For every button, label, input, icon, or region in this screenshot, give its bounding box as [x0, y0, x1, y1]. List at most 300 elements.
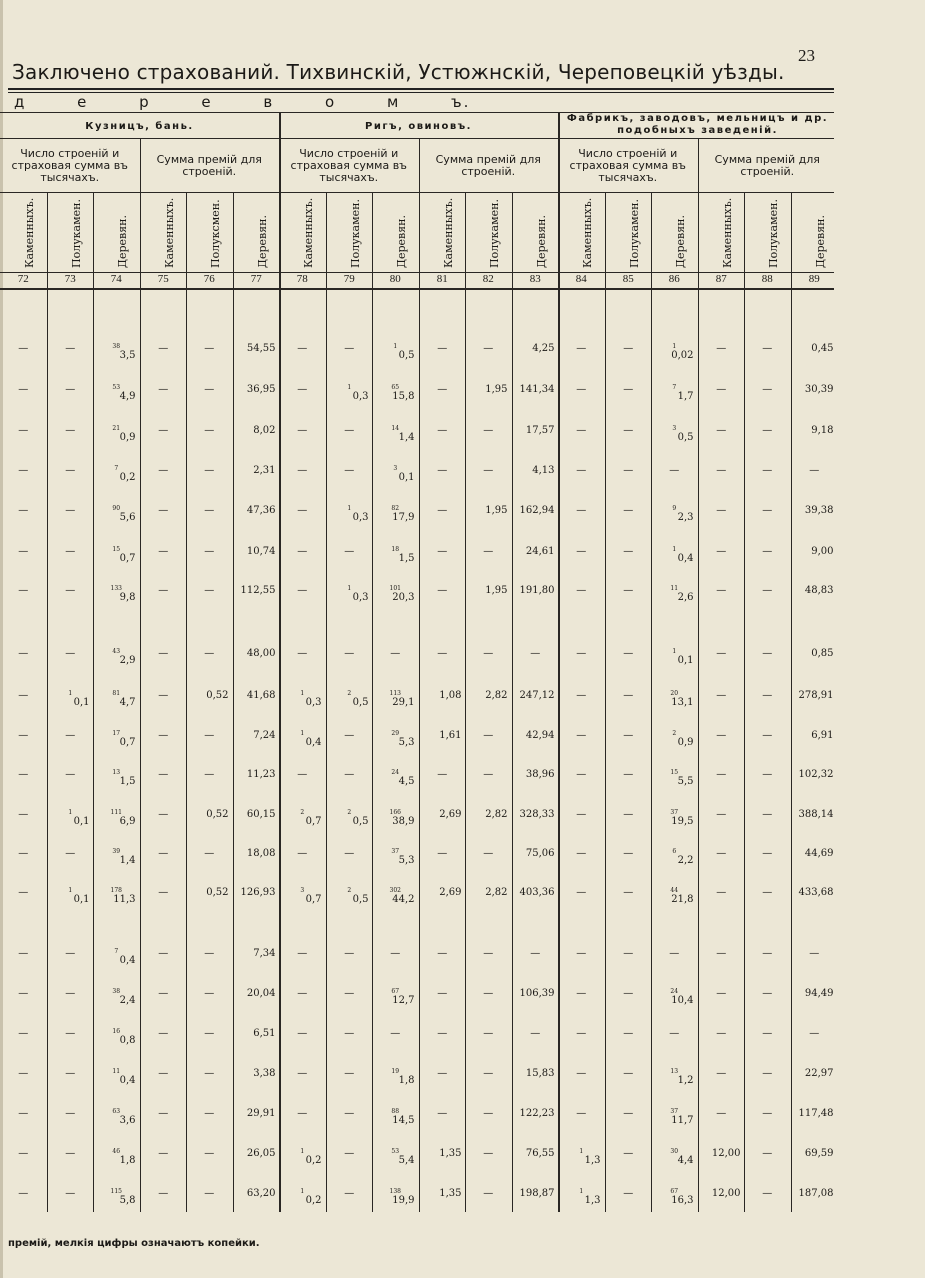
table-cell	[512, 769, 559, 781]
table-subtitle: д е р е в о м ъ.	[14, 93, 471, 111]
cell-value: —	[344, 1148, 355, 1159]
table-cell	[419, 465, 466, 477]
cell-value: —	[18, 648, 29, 659]
cell-value: —	[530, 648, 541, 659]
table-cell	[512, 648, 559, 660]
cell-value: —	[623, 505, 634, 516]
table-cell	[233, 343, 280, 355]
table-cell	[372, 887, 419, 906]
table-cell	[279, 546, 326, 558]
cell-value: 1,08	[439, 690, 462, 701]
subgroup-header-count: Число строеній и страховая сумма въ тысячахъ.	[290, 147, 407, 184]
cell-value: —	[623, 948, 634, 959]
table-cell	[279, 1188, 326, 1207]
cell-value: —	[204, 425, 215, 436]
table-cell	[0, 465, 47, 477]
table-cell	[558, 1028, 605, 1040]
column-header-label: Полукамен.	[767, 198, 781, 268]
cell-count: 1	[68, 809, 73, 816]
table-cell	[186, 848, 233, 860]
table-cell	[0, 1068, 47, 1080]
cell-value: 4,7	[119, 697, 136, 708]
subgroup-header-count: Число строеній и страховая сумма въ тысячахъ.	[11, 147, 128, 184]
cell-value: —	[483, 848, 494, 859]
table-cell	[698, 730, 745, 742]
cell-value: —	[576, 343, 587, 354]
table-cell	[233, 988, 280, 1000]
table-cell	[744, 1148, 791, 1160]
table-cell	[326, 425, 373, 437]
table-cell	[233, 1108, 280, 1120]
cell-value: 278,91	[798, 690, 834, 701]
table-cell	[326, 887, 373, 906]
table-cell	[465, 648, 512, 660]
cell-value: 19,9	[392, 1195, 415, 1206]
column-header-label: Деревян.	[256, 215, 270, 268]
cell-value: 0,02	[671, 350, 694, 361]
table-cell	[605, 1148, 652, 1160]
column-header	[279, 192, 326, 272]
table-cell	[791, 585, 838, 597]
table-cell	[512, 505, 559, 517]
table-cell	[233, 730, 280, 742]
cell-value: —	[65, 465, 76, 476]
cell-value: 0,5	[352, 816, 369, 827]
table-cell	[233, 848, 280, 860]
cell-value: 24,61	[525, 546, 555, 557]
cell-value: —	[437, 769, 448, 780]
cell-value: —	[158, 1108, 169, 1119]
cell-value: 38,96	[525, 769, 555, 780]
table-cell	[651, 769, 698, 788]
cell-value: 141,34	[519, 384, 555, 395]
cell-value: 2,6	[677, 592, 694, 603]
table-cell	[233, 809, 280, 821]
cell-value: 0,7	[119, 553, 136, 564]
cell-value: —	[716, 730, 727, 741]
table-cell	[605, 1068, 652, 1080]
cell-value: —	[762, 505, 773, 516]
cell-value: —	[158, 505, 169, 516]
cell-value: 18,08	[246, 848, 276, 859]
column-header	[326, 192, 373, 272]
column-header	[47, 192, 94, 272]
cell-value: 39,38	[804, 505, 834, 516]
cell-count: 3	[393, 465, 398, 472]
cell-value: 14,5	[392, 1115, 415, 1126]
cell-count: 166	[389, 809, 401, 816]
table-cell	[140, 1108, 187, 1120]
table-cell	[651, 384, 698, 403]
column-number: 72	[17, 273, 29, 285]
table-cell	[605, 546, 652, 558]
cell-value: 6,91	[811, 730, 834, 741]
cell-value: 0,52	[206, 809, 229, 820]
table-cell	[744, 1188, 791, 1200]
cell-value: —	[18, 948, 29, 959]
cell-count: 43	[112, 648, 121, 655]
table-cell	[698, 648, 745, 660]
table-cell	[512, 1068, 559, 1080]
table-cell	[47, 1108, 94, 1120]
table-cell	[93, 1028, 140, 1047]
column-number: 85	[622, 273, 634, 285]
table-cell	[465, 948, 512, 960]
table-cell	[186, 425, 233, 437]
table-cell	[47, 1148, 94, 1160]
cell-value: 10,74	[246, 546, 276, 557]
table-cell	[791, 1068, 838, 1080]
cell-value: 0,4	[119, 1075, 136, 1086]
table-cell	[419, 690, 466, 702]
cell-value: —	[344, 425, 355, 436]
cell-value: —	[762, 1188, 773, 1199]
table-cell	[605, 465, 652, 477]
column-number: 89	[808, 273, 820, 285]
table-cell	[465, 343, 512, 355]
cell-value: 7,24	[253, 730, 276, 741]
table-cell	[512, 1148, 559, 1160]
cell-value: —	[669, 948, 680, 959]
table-cell	[140, 769, 187, 781]
cell-value: 1,5	[398, 553, 415, 564]
cell-count: 38	[112, 343, 121, 350]
table-cell	[233, 769, 280, 781]
table-cell	[326, 546, 373, 558]
table-cell	[93, 730, 140, 749]
column-number: 81	[436, 273, 448, 285]
table-cell	[186, 384, 233, 396]
table-cell	[605, 809, 652, 821]
column-rule	[140, 138, 141, 1212]
cell-value: —	[344, 769, 355, 780]
cell-count: 1	[393, 343, 398, 350]
cell-value: 12,7	[392, 995, 415, 1006]
table-cell	[326, 648, 373, 660]
table-cell	[465, 1028, 512, 1040]
table-cell	[651, 1068, 698, 1087]
cell-value: 8,02	[253, 425, 276, 436]
cell-value: —	[716, 769, 727, 780]
table-cell	[186, 769, 233, 781]
cell-value: —	[809, 1028, 820, 1039]
table-cell	[279, 648, 326, 660]
table-cell	[651, 1148, 698, 1167]
cell-count: 21	[112, 425, 121, 432]
table-cell	[419, 343, 466, 355]
cell-value: 1,4	[119, 855, 136, 866]
table-cell	[605, 690, 652, 702]
cell-value: —	[204, 1028, 215, 1039]
cell-value: —	[18, 848, 29, 859]
table-cell	[0, 848, 47, 860]
column-header	[791, 192, 838, 272]
cell-value: 12,00	[711, 1148, 741, 1159]
column-header-label: Деревян.	[535, 215, 549, 268]
cell-value: —	[65, 1108, 76, 1119]
table-cell	[93, 1068, 140, 1087]
table-cell	[791, 1188, 838, 1200]
table-cell	[372, 730, 419, 749]
table-cell	[279, 384, 326, 396]
cell-value: —	[437, 465, 448, 476]
table-cell	[791, 384, 838, 396]
cell-count: 11	[670, 585, 679, 592]
cell-value: —	[65, 848, 76, 859]
table-cell	[651, 648, 698, 667]
table-cell	[512, 465, 559, 477]
table-cell	[791, 948, 838, 960]
table-cell	[140, 1068, 187, 1080]
cell-value: —	[437, 425, 448, 436]
column-rule	[419, 138, 420, 1212]
table-cell	[419, 648, 466, 660]
cell-value: 42,94	[525, 730, 555, 741]
table-cell	[744, 585, 791, 597]
table-cell	[512, 1028, 559, 1040]
table-cell	[744, 948, 791, 960]
table-cell	[326, 730, 373, 742]
table-cell	[605, 769, 652, 781]
column-header-label: Каменныхъ.	[581, 197, 595, 268]
table-cell	[233, 887, 280, 899]
cell-value: —	[204, 343, 215, 354]
table-cell	[791, 425, 838, 437]
cell-value: —	[18, 343, 29, 354]
table-cell	[698, 343, 745, 355]
table-cell	[605, 887, 652, 899]
cell-count: 30	[670, 1148, 679, 1155]
cell-count: 38	[112, 988, 121, 995]
cell-value: —	[623, 648, 634, 659]
table-cell	[186, 648, 233, 660]
table-cell	[419, 425, 466, 437]
cell-count: 3	[672, 425, 677, 432]
cell-value: —	[483, 1188, 494, 1199]
table-cell	[605, 384, 652, 396]
table-cell	[605, 848, 652, 860]
cell-value: —	[576, 384, 587, 395]
cell-value: —	[344, 343, 355, 354]
table-cell	[698, 769, 745, 781]
table-cell	[0, 1028, 47, 1040]
cell-value: —	[204, 505, 215, 516]
table-cell	[186, 730, 233, 742]
cell-value: 187,08	[798, 1188, 834, 1199]
cell-value: —	[483, 1148, 494, 1159]
cell-value: —	[158, 690, 169, 701]
cell-value: 5,6	[119, 512, 136, 523]
cell-value: 0,9	[677, 737, 694, 748]
table-cell	[698, 465, 745, 477]
cell-value: —	[65, 343, 76, 354]
table-cell	[279, 585, 326, 597]
column-header	[372, 192, 419, 272]
cell-value: —	[18, 690, 29, 701]
cell-value: —	[18, 585, 29, 596]
table-cell	[419, 948, 466, 960]
cell-value: —	[18, 769, 29, 780]
table-cell	[279, 988, 326, 1000]
table-cell	[233, 1068, 280, 1080]
table-cell	[744, 809, 791, 821]
cell-value: 328,33	[519, 809, 555, 820]
group-header: Фабрикъ, заводовъ, мельницъ и др. подобныхъ заведеній.	[566, 113, 829, 136]
table-cell	[698, 988, 745, 1000]
cell-value: —	[204, 1108, 215, 1119]
cell-value: 4,4	[677, 1155, 694, 1166]
table-cell	[372, 648, 419, 660]
table-cell	[186, 505, 233, 517]
column-number: 74	[110, 273, 122, 285]
table-cell	[419, 384, 466, 396]
cell-value: 122,23	[519, 1108, 555, 1119]
cell-count: 1	[347, 585, 352, 592]
table-cell	[140, 848, 187, 860]
cell-value: 11,23	[246, 769, 276, 780]
cell-value: 0,4	[305, 737, 322, 748]
table-cell	[186, 690, 233, 702]
column-header	[605, 192, 652, 272]
column-header-label: Полукамен.	[488, 198, 502, 268]
cell-value: —	[762, 1028, 773, 1039]
cell-value: —	[344, 988, 355, 999]
column-header	[0, 192, 47, 272]
column-header	[186, 192, 233, 272]
cell-value: 0,45	[811, 343, 834, 354]
column-number: 77	[250, 273, 262, 285]
table-cell	[744, 1028, 791, 1040]
cell-value: —	[204, 648, 215, 659]
table-cell	[419, 505, 466, 517]
table-cell	[744, 384, 791, 396]
column-header	[465, 192, 512, 272]
table-cell	[744, 848, 791, 860]
cell-value: 2,82	[485, 809, 508, 820]
cell-value: 1,95	[485, 384, 508, 395]
cell-value: —	[576, 690, 587, 701]
cell-value: —	[297, 465, 308, 476]
table-cell	[0, 809, 47, 821]
table-cell	[605, 988, 652, 1000]
table-cell	[698, 1068, 745, 1080]
cell-value: —	[18, 988, 29, 999]
cell-value: 3,6	[119, 1115, 136, 1126]
table-cell	[791, 648, 838, 660]
cell-value: 1,3	[584, 1155, 601, 1166]
table-cell	[698, 585, 745, 597]
cell-value: —	[623, 1108, 634, 1119]
cell-count: 115	[110, 1188, 122, 1195]
cell-value: 10,4	[671, 995, 694, 1006]
table-cell	[140, 690, 187, 702]
table-cell	[744, 1108, 791, 1120]
cell-value: 63,20	[246, 1188, 276, 1199]
cell-value: —	[18, 1068, 29, 1079]
cell-value: —	[65, 730, 76, 741]
cell-value: —	[762, 948, 773, 959]
cell-value: 162,94	[519, 505, 555, 516]
column-number: 73	[64, 273, 76, 285]
cell-value: —	[297, 1028, 308, 1039]
cell-value: —	[762, 343, 773, 354]
table-cell	[326, 848, 373, 860]
table-cell	[326, 690, 373, 709]
column-header	[651, 192, 698, 272]
table-cell	[791, 546, 838, 558]
table-cell	[465, 887, 512, 899]
cell-value: —	[716, 1028, 727, 1039]
cell-count: 13	[670, 1068, 679, 1075]
cell-value: —	[716, 988, 727, 999]
cell-value: —	[716, 384, 727, 395]
cell-value: 6,9	[119, 816, 136, 827]
cell-value: 0,2	[119, 472, 136, 483]
column-number: 78	[296, 273, 308, 285]
table-cell	[698, 1108, 745, 1120]
cell-count: 24	[670, 988, 679, 995]
table-cell	[791, 690, 838, 702]
cell-value: —	[18, 384, 29, 395]
cell-value: 29,1	[392, 697, 415, 708]
table-cell	[651, 730, 698, 749]
table-cell	[279, 730, 326, 749]
cell-value: —	[158, 988, 169, 999]
cell-value: 191,80	[519, 585, 555, 596]
table-cell	[326, 465, 373, 477]
cell-value: —	[297, 988, 308, 999]
cell-value: —	[65, 769, 76, 780]
column-header-label: Полукамен.	[349, 198, 363, 268]
cell-value: 41,68	[246, 690, 276, 701]
table-cell	[93, 1108, 140, 1127]
table-cell	[279, 769, 326, 781]
cell-value: —	[576, 887, 587, 898]
cell-value: —	[204, 585, 215, 596]
cell-count: 37	[391, 848, 400, 855]
cell-value: 4,25	[532, 343, 555, 354]
table-cell	[372, 1068, 419, 1087]
cell-value: —	[437, 505, 448, 516]
table-cell	[0, 988, 47, 1000]
cell-value: —	[623, 425, 634, 436]
cell-value: —	[297, 343, 308, 354]
cell-value: —	[344, 546, 355, 557]
cell-value: —	[204, 848, 215, 859]
table-cell	[419, 1068, 466, 1080]
cell-value: —	[18, 730, 29, 741]
table-cell	[512, 343, 559, 355]
cell-value: —	[65, 384, 76, 395]
table-cell	[651, 1028, 698, 1040]
table-cell	[419, 1028, 466, 1040]
table-cell	[698, 1148, 745, 1160]
table-cell	[326, 505, 373, 524]
table-cell	[140, 465, 187, 477]
cell-value: —	[18, 505, 29, 516]
cell-value: 60,15	[246, 809, 276, 820]
table-cell	[372, 948, 419, 960]
cell-value: —	[204, 769, 215, 780]
table-cell	[558, 1148, 605, 1167]
table-cell	[791, 887, 838, 899]
cell-count: 1	[347, 505, 352, 512]
table-cell	[651, 585, 698, 604]
cell-value: 17,9	[392, 512, 415, 523]
cell-value: 9,18	[811, 425, 834, 436]
cell-value: —	[483, 1028, 494, 1039]
column-header	[698, 192, 745, 272]
